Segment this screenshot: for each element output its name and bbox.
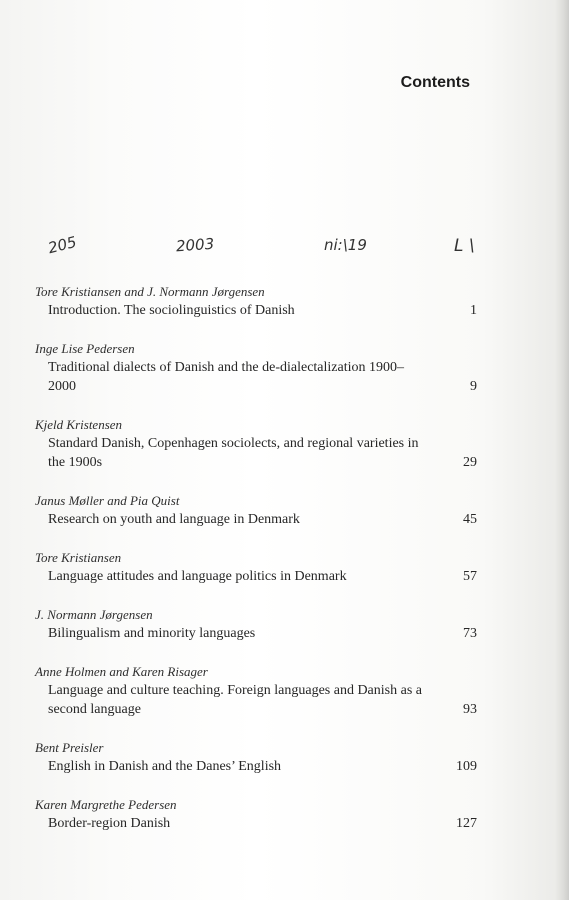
entry-author: Tore Kristiansen <box>35 550 122 565</box>
handwritten-note: L \ <box>454 236 475 256</box>
toc-entry <box>35 416 477 472</box>
entry-title: English in Danish and the Danes’ English <box>48 759 282 774</box>
entry-title: Bilingualism and minority languages <box>48 626 256 641</box>
entry-page-number: 93 <box>463 702 477 717</box>
toc-entry <box>35 606 477 643</box>
toc-entry <box>35 340 477 396</box>
entry-page-number: 109 <box>456 759 477 774</box>
handwritten-note: 205 <box>46 232 79 258</box>
entry-page-number: 127 <box>456 816 477 831</box>
handwritten-annotations <box>36 232 496 266</box>
entry-title: Research on youth and language in Denmark <box>48 512 300 527</box>
entry-title: Traditional dialects of Danish and the de-dialectalization 1900–2000 <box>48 360 404 394</box>
entry-title: Border-region Danish <box>48 816 171 831</box>
entry-author: Janus Møller and Pia Quist <box>35 493 180 508</box>
entry-page-number: 29 <box>463 455 477 470</box>
handwritten-note: 2003 <box>175 234 215 256</box>
toc-entry <box>35 283 477 320</box>
page-edge-shadow <box>555 0 569 900</box>
entry-page-number: 45 <box>463 512 477 527</box>
entry-title: Language and culture teaching. Foreign languages and Danish as a second language <box>48 683 422 717</box>
entry-author: Bent Preisler <box>35 740 104 755</box>
entry-author: J. Normann Jørgensen <box>35 607 153 622</box>
toc-entry <box>35 796 477 833</box>
contents-heading: Contents <box>400 74 470 91</box>
entry-author: Tore Kristiansen and J. Normann Jørgensen <box>35 284 265 299</box>
toc-entry <box>35 663 477 719</box>
handwritten-note: ni:\19 <box>324 236 367 254</box>
entry-page-number: 9 <box>470 379 477 394</box>
entry-author: Inge Lise Pedersen <box>35 341 135 356</box>
table-of-contents <box>35 283 477 853</box>
entry-title: Language attitudes and language politics in Denmark <box>48 569 347 584</box>
entry-page-number: 57 <box>463 569 477 584</box>
entry-author: Karen Margrethe Pedersen <box>35 797 177 812</box>
toc-entry <box>35 739 477 776</box>
entry-author: Kjeld Kristensen <box>35 417 123 432</box>
entry-page-number: 73 <box>463 626 477 641</box>
toc-entry <box>35 492 477 529</box>
entry-author: Anne Holmen and Karen Risager <box>35 664 208 679</box>
toc-entry <box>35 549 477 586</box>
entry-page-number: 1 <box>470 303 477 318</box>
entry-title: Introduction. The sociolinguistics of Danish <box>48 303 295 318</box>
entry-title: Standard Danish, Copenhagen sociolects, and regional varieties in the 1900s <box>48 436 419 470</box>
